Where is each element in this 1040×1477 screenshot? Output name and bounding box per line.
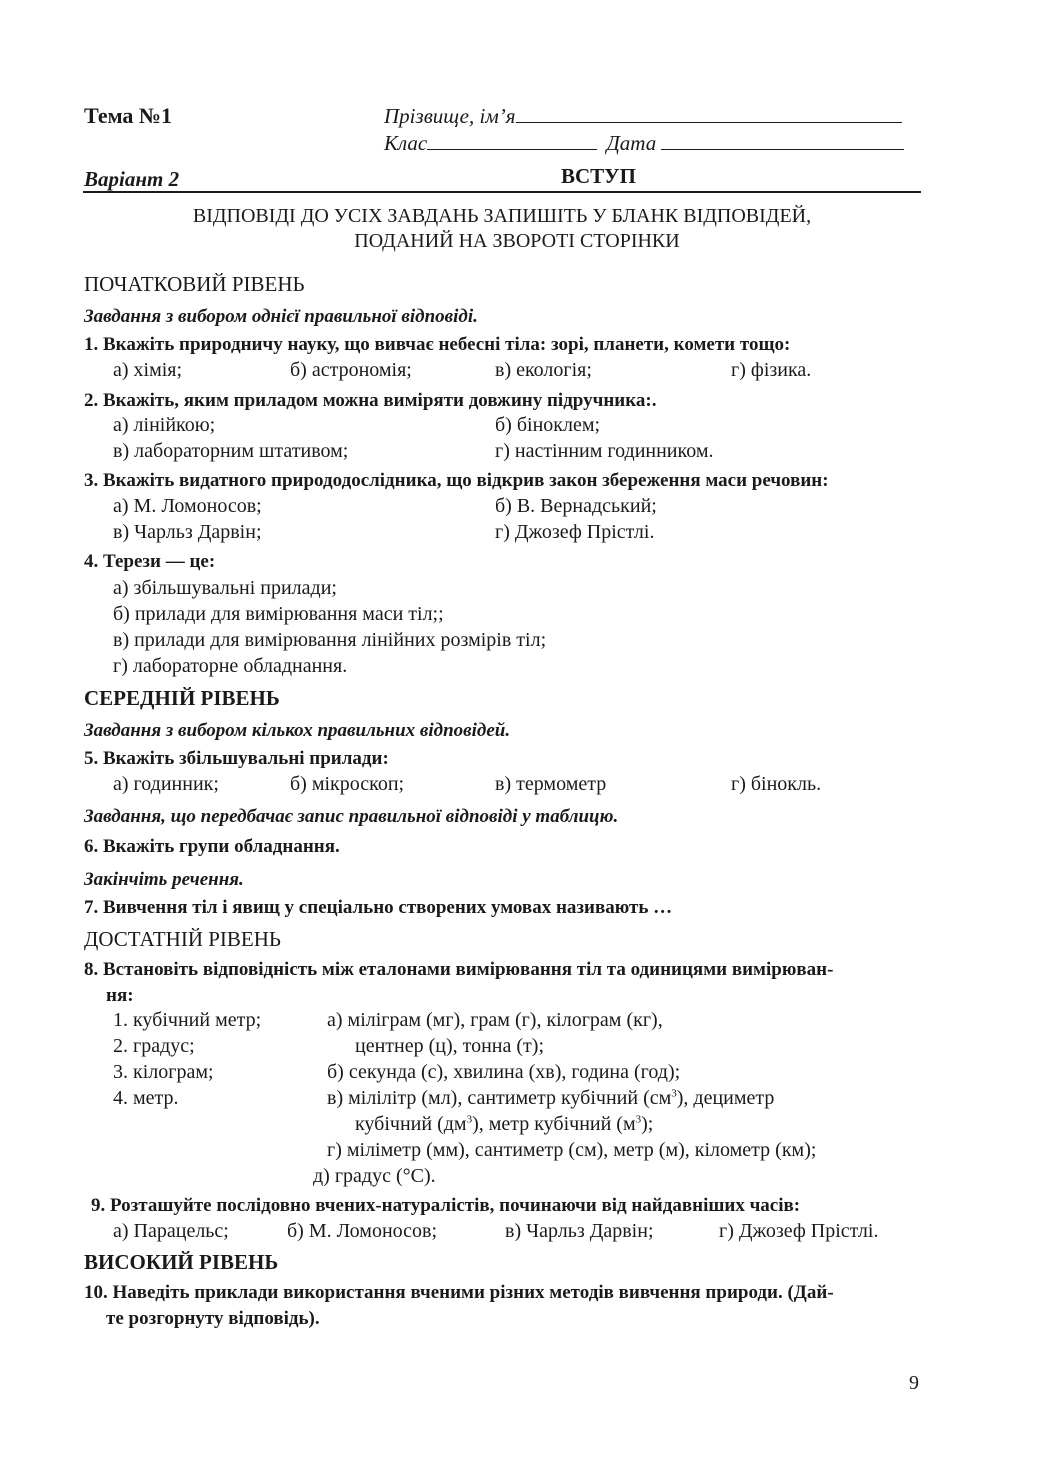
level-initial: ПОЧАТКОВИЙ РІВЕНЬ <box>84 272 305 296</box>
q1-option-c: в) екологія; <box>495 359 592 381</box>
level-middle: СЕРЕДНІЙ РІВЕНЬ <box>84 686 280 710</box>
class-label: Клас <box>384 131 428 155</box>
topic-label: Тема №1 <box>84 103 173 128</box>
subtitle-multiple-choice: Завдання з вибором кількох правильних відповідей. <box>84 720 511 741</box>
q3-option-c: в) Чарльз Дарвін; <box>113 521 262 543</box>
q1-option-d: г) фізика. <box>731 359 812 381</box>
date-label: Дата <box>606 131 657 155</box>
page-title: ВСТУП <box>561 164 636 188</box>
q4-option-c: в) прилади для вимірювання лінійних розмірів тіл; <box>113 629 547 651</box>
q8-right-a-line-2: центнер (ц), тонна (т); <box>355 1035 545 1057</box>
q1-option-a: а) хімія; <box>113 359 183 381</box>
q4-option-b: б) прилади для вимірювання маси тіл;; <box>113 603 444 625</box>
q5-option-c: в) термометр <box>495 773 607 795</box>
level-sufficient: ДОСТАТНІЙ РІВЕНЬ <box>84 927 281 951</box>
q2-option-a: а) лінійкою; <box>113 414 216 436</box>
question-3: 3. Вкажіть видатного природодослідника, що відкрив закон збереження маси речовин: <box>84 470 829 491</box>
question-6: 6. Вкажіть групи обладнання. <box>84 836 340 857</box>
q3-option-d: г) Джозеф Прістлі. <box>495 521 655 543</box>
q1-option-b: б) астрономія; <box>290 359 412 381</box>
date-blank[interactable] <box>661 132 904 150</box>
q2-option-b: б) біноклем; <box>495 414 601 436</box>
question-4: 4. Терези — це: <box>84 551 216 572</box>
header-rule <box>83 191 921 193</box>
class-date-fields <box>384 131 904 156</box>
q4-option-d: г) лабораторне обладнання. <box>113 655 348 677</box>
question-7: 7. Вивчення тіл і явищ у спеціально створених умовах називають … <box>84 897 673 918</box>
instruction-line-1: ВІДПОВІДІ ДО УСІХ ЗАВДАНЬ ЗАПИШІТЬ У БЛАНК ВІДПОВІДЕЙ, <box>192 205 812 227</box>
q8-left-item: 1. кубічний метр; <box>113 1009 262 1031</box>
question-9: 9. Розташуйте послідовно вчених-натуралістів, починаючи від найдавніших часів: <box>91 1195 801 1216</box>
q5-option-a: а) годинник; <box>113 773 219 795</box>
surname-label: Прізвище, ім’я <box>384 104 516 128</box>
q8-left-item: 4. метр. <box>113 1087 179 1109</box>
q8-right-c-line-1: в) мілілітр (мл), сантиметр кубічний $(см^3)$, дециметр <box>327 1087 775 1109</box>
subtitle-finish-sentence: Закінчіть речення. <box>84 869 244 890</box>
q8-right-e: д) градус (°С). <box>313 1165 436 1187</box>
q8-right-b: б) секунда (с), хвилина (хв), година (год); <box>327 1061 681 1083</box>
q8-right-a-line-1: а) міліграм (мг), грам (г), кілограм (кг), <box>327 1009 663 1031</box>
question-1: 1. Вкажіть природничу науку, що вивчає небесні тіла: зорі, планети, комети тощо: <box>84 334 791 355</box>
q2-option-c: в) лабораторним штативом; <box>113 440 349 462</box>
q3-option-a: а) М. Ломоносов; <box>113 495 262 517</box>
question-8-line-1: 8. Встановіть відповідність між еталонами вимірювання тіл та одиницями вимірюван- <box>84 959 834 980</box>
q2-option-d: г) настінним годинником. <box>495 440 714 462</box>
instruction-line-2: ПОДАНИЙ НА ЗВОРОТІ СТОРІНКИ <box>354 230 680 252</box>
question-2: 2. Вкажіть, яким приладом можна виміряти довжину підручника:. <box>84 390 657 411</box>
page-number: 9 <box>909 1372 919 1394</box>
surname-blank[interactable] <box>516 105 902 123</box>
q8-left-item: 3. кілограм; <box>113 1061 214 1083</box>
question-5: 5. Вкажіть збільшувальні прилади: <box>84 748 389 769</box>
question-8-line-2: ня: <box>106 985 134 1006</box>
q8-right-c-line-2: кубічний $(дм^3)$, метр кубічний $(м^3)$; <box>355 1113 654 1135</box>
q4-option-a: а) збільшувальні прилади; <box>113 577 337 599</box>
q5-option-b: б) мікроскоп; <box>290 773 405 795</box>
surname-field[interactable] <box>384 104 902 129</box>
q8-right-d: г) міліметр (мм), сантиметр (см), метр (м), кілометр (км); <box>327 1139 817 1161</box>
q8-left-item: 2. градус; <box>113 1035 195 1057</box>
level-high: ВИСОКИЙ РІВЕНЬ <box>84 1250 279 1274</box>
variant-label: Варіант 2 <box>84 167 180 191</box>
q9-option-a: а) Парацельс; <box>113 1220 229 1242</box>
class-blank[interactable] <box>427 132 597 150</box>
q9-option-d: г) Джозеф Прістлі. <box>719 1220 879 1242</box>
q9-option-b: б) М. Ломоносов; <box>287 1220 438 1242</box>
subtitle-single-choice: Завдання з вибором однієї правильної відповіді. <box>84 306 478 327</box>
subtitle-table: Завдання, що передбачає запис правильної відповіді у таблицю. <box>84 806 619 827</box>
q9-option-c: в) Чарльз Дарвін; <box>505 1220 654 1242</box>
q5-option-d: г) бінокль. <box>731 773 822 795</box>
question-10-line-2: те розгорнуту відповідь). <box>106 1308 320 1329</box>
q3-option-b: б) В. Вернадський; <box>495 495 657 517</box>
question-10-line-1: 10. Наведіть приклади використання вченими різних методів вивчення природи. (Дай- <box>84 1282 834 1303</box>
